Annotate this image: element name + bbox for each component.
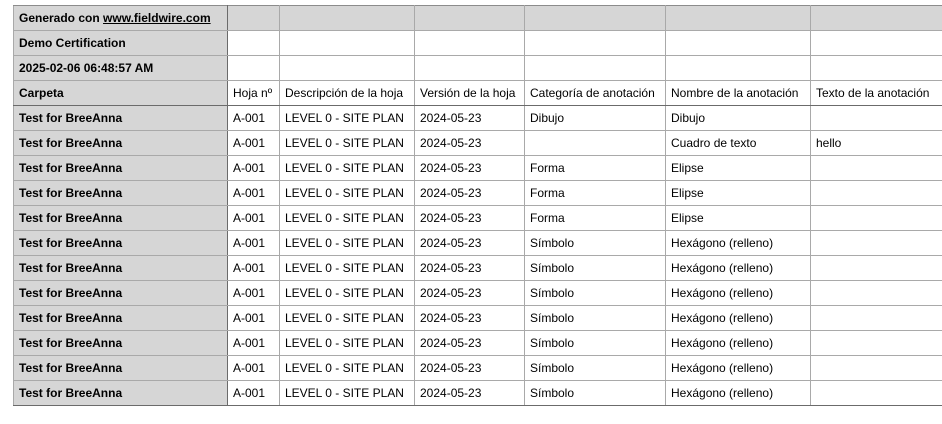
header-cell-annotation-name[interactable]: Nombre de la anotación <box>666 81 811 106</box>
annotation-category-cell[interactable]: Símbolo <box>525 381 666 406</box>
table-row <box>14 156 942 181</box>
sheet-number-cell[interactable]: A-001 <box>228 331 280 356</box>
sheet-number-cell[interactable]: A-001 <box>228 356 280 381</box>
sheet-number-cell[interactable]: A-001 <box>228 231 280 256</box>
annotation-category-cell[interactable]: Dibujo <box>525 106 666 131</box>
table-row <box>14 331 942 356</box>
annotation-category-cell[interactable]: Forma <box>525 206 666 231</box>
generated-by-label: Generado con <box>19 11 104 25</box>
table-row <box>14 231 942 256</box>
sheet-description-cell[interactable]: LEVEL 0 - SITE PLAN <box>280 156 415 181</box>
annotation-text-cell[interactable] <box>811 306 942 331</box>
annotation-name-cell[interactable]: Hexágono (relleno) <box>666 231 811 256</box>
sheet-number-cell[interactable]: A-001 <box>228 381 280 406</box>
sheet-version-cell[interactable]: 2024-05-23 <box>415 381 525 406</box>
folder-cell[interactable]: Test for BreeAnna <box>14 131 228 156</box>
sheet-version-cell[interactable]: 2024-05-23 <box>415 156 525 181</box>
folder-cell[interactable]: Test for BreeAnna <box>14 181 228 206</box>
empty-cell[interactable] <box>228 56 280 81</box>
annotation-text-cell[interactable] <box>811 156 942 181</box>
sheet-description-cell[interactable]: LEVEL 0 - SITE PLAN <box>280 356 415 381</box>
spreadsheet-body <box>14 6 942 406</box>
annotation-name-cell[interactable]: Elipse <box>666 181 811 206</box>
folder-cell[interactable]: Test for BreeAnna <box>14 231 228 256</box>
timestamp-cell[interactable]: 2025-02-06 06:48:57 AM <box>14 56 228 81</box>
header-cell-annotation-text[interactable]: Texto de la anotación <box>811 81 942 106</box>
folder-cell[interactable]: Test for BreeAnna <box>14 281 228 306</box>
title-row <box>14 6 942 31</box>
sheet-version-cell[interactable]: 2024-05-23 <box>415 256 525 281</box>
annotation-name-cell[interactable]: Hexágono (relleno) <box>666 331 811 356</box>
sheet-description-cell[interactable]: LEVEL 0 - SITE PLAN <box>280 381 415 406</box>
table-row <box>14 281 942 306</box>
empty-cell[interactable] <box>525 31 666 56</box>
table-row <box>14 131 942 156</box>
empty-cell[interactable] <box>415 31 525 56</box>
sheet-version-cell[interactable]: 2024-05-23 <box>415 331 525 356</box>
sheet-description-cell[interactable]: LEVEL 0 - SITE PLAN <box>280 106 415 131</box>
folder-cell[interactable]: Test for BreeAnna <box>14 306 228 331</box>
annotation-text-cell[interactable] <box>811 356 942 381</box>
empty-cell[interactable] <box>811 31 942 56</box>
sheet-number-cell[interactable]: A-001 <box>228 181 280 206</box>
empty-cell[interactable] <box>525 6 666 31</box>
sheet-version-cell[interactable]: 2024-05-23 <box>415 181 525 206</box>
project-name-cell[interactable]: Demo Certification <box>14 31 228 56</box>
empty-cell[interactable] <box>280 6 415 31</box>
annotation-text-cell[interactable] <box>811 206 942 231</box>
header-cell-sheet-version[interactable]: Versión de la hoja <box>415 81 525 106</box>
sheet-number-cell[interactable]: A-001 <box>228 106 280 131</box>
empty-cell[interactable] <box>525 56 666 81</box>
empty-cell[interactable] <box>280 31 415 56</box>
empty-cell[interactable] <box>811 6 942 31</box>
annotation-name-cell[interactable]: Hexágono (relleno) <box>666 281 811 306</box>
sheet-number-cell[interactable]: A-001 <box>228 206 280 231</box>
annotation-name-cell[interactable]: Hexágono (relleno) <box>666 356 811 381</box>
generated-by-cell <box>14 6 228 31</box>
folder-cell[interactable]: Test for BreeAnna <box>14 356 228 381</box>
empty-cell[interactable] <box>415 6 525 31</box>
folder-cell[interactable]: Test for BreeAnna <box>14 256 228 281</box>
table-row <box>14 106 942 131</box>
empty-cell[interactable] <box>415 56 525 81</box>
sheet-number-cell[interactable]: A-001 <box>228 131 280 156</box>
sheet-description-cell[interactable]: LEVEL 0 - SITE PLAN <box>280 231 415 256</box>
annotation-category-cell[interactable]: Símbolo <box>525 356 666 381</box>
table-row <box>14 206 942 231</box>
timestamp-row <box>14 56 942 81</box>
sheet-number-cell[interactable]: A-001 <box>228 156 280 181</box>
sheet-version-cell[interactable]: 2024-05-23 <box>415 206 525 231</box>
project-row <box>14 31 942 56</box>
annotation-name-cell[interactable]: Hexágono (relleno) <box>666 256 811 281</box>
empty-cell[interactable] <box>666 6 811 31</box>
sheet-description-cell[interactable]: LEVEL 0 - SITE PLAN <box>280 331 415 356</box>
sheet-version-cell[interactable]: 2024-05-23 <box>415 281 525 306</box>
annotation-category-cell[interactable]: Forma <box>525 156 666 181</box>
annotation-text-cell[interactable] <box>811 381 942 406</box>
annotation-name-cell[interactable]: Elipse <box>666 156 811 181</box>
annotation-text-cell[interactable] <box>811 331 942 356</box>
sheet-description-cell[interactable]: LEVEL 0 - SITE PLAN <box>280 206 415 231</box>
sheet-number-cell[interactable]: A-001 <box>228 256 280 281</box>
sheet-description-cell[interactable]: LEVEL 0 - SITE PLAN <box>280 181 415 206</box>
annotation-text-cell[interactable] <box>811 281 942 306</box>
column-header-row <box>14 81 942 106</box>
annotation-text-cell[interactable]: hello <box>811 131 942 156</box>
table-row <box>14 381 942 406</box>
annotation-name-cell[interactable]: Hexágono (relleno) <box>666 381 811 406</box>
empty-cell[interactable] <box>666 31 811 56</box>
empty-cell[interactable] <box>228 6 280 31</box>
table-row <box>14 306 942 331</box>
annotation-category-cell[interactable]: Símbolo <box>525 281 666 306</box>
annotation-text-cell[interactable] <box>811 231 942 256</box>
annotation-category-cell[interactable] <box>525 131 666 156</box>
folder-cell[interactable]: Test for BreeAnna <box>14 381 228 406</box>
annotation-name-cell[interactable]: Dibujo <box>666 106 811 131</box>
folder-cell[interactable]: Test for BreeAnna <box>14 106 228 131</box>
annotation-name-cell[interactable]: Hexágono (relleno) <box>666 306 811 331</box>
sheet-description-cell[interactable]: LEVEL 0 - SITE PLAN <box>280 281 415 306</box>
folder-cell[interactable]: Test for BreeAnna <box>14 331 228 356</box>
annotation-text-cell[interactable] <box>811 256 942 281</box>
annotation-text-cell[interactable] <box>811 106 942 131</box>
sheet-number-cell[interactable]: A-001 <box>228 306 280 331</box>
folder-cell[interactable]: Test for BreeAnna <box>14 156 228 181</box>
sheet-version-cell[interactable]: 2024-05-23 <box>415 131 525 156</box>
sheet-description-cell[interactable]: LEVEL 0 - SITE PLAN <box>280 256 415 281</box>
annotation-name-cell[interactable]: Elipse <box>666 206 811 231</box>
annotation-category-cell[interactable]: Forma <box>525 181 666 206</box>
annotation-category-cell[interactable]: Símbolo <box>525 231 666 256</box>
sheet-version-cell[interactable]: 2024-05-23 <box>415 106 525 131</box>
empty-cell[interactable] <box>811 56 942 81</box>
table-row <box>14 181 942 206</box>
sheet-version-cell[interactable]: 2024-05-23 <box>415 306 525 331</box>
sheet-description-cell[interactable]: LEVEL 0 - SITE PLAN <box>280 131 415 156</box>
empty-cell[interactable] <box>666 56 811 81</box>
annotation-name-cell[interactable]: Cuadro de texto <box>666 131 811 156</box>
sheet-version-cell[interactable]: 2024-05-23 <box>415 231 525 256</box>
header-cell-annotation-category[interactable]: Categoría de anotación <box>525 81 666 106</box>
annotation-category-cell[interactable]: Símbolo <box>525 306 666 331</box>
empty-cell[interactable] <box>280 56 415 81</box>
sheet-number-cell[interactable]: A-001 <box>228 281 280 306</box>
header-cell-folder[interactable]: Carpeta <box>14 81 228 106</box>
annotation-text-cell[interactable] <box>811 181 942 206</box>
sheet-description-cell[interactable]: LEVEL 0 - SITE PLAN <box>280 306 415 331</box>
folder-cell[interactable]: Test for BreeAnna <box>14 206 228 231</box>
fieldwire-link[interactable]: www.fieldwire.com <box>103 11 211 25</box>
spreadsheet-table <box>13 5 942 406</box>
table-row <box>14 256 942 281</box>
empty-cell[interactable] <box>228 31 280 56</box>
annotation-category-cell[interactable]: Símbolo <box>525 331 666 356</box>
header-cell-sheet-number[interactable]: Hoja nº <box>228 81 280 106</box>
table-row <box>14 356 942 381</box>
annotation-category-cell[interactable]: Símbolo <box>525 256 666 281</box>
sheet-version-cell[interactable]: 2024-05-23 <box>415 356 525 381</box>
header-cell-sheet-description[interactable]: Descripción de la hoja <box>280 81 415 106</box>
